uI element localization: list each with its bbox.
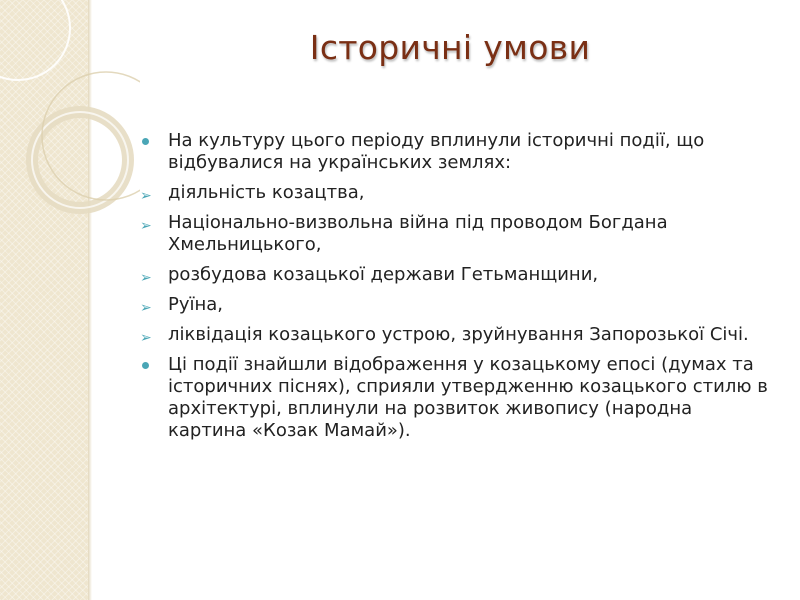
arrow-marker-icon (140, 324, 160, 346)
chevron-right-icon: ➢ (140, 218, 152, 234)
sub-item (140, 212, 770, 256)
chevron-right-icon: ➢ (140, 270, 152, 286)
decorative-circles-icon (0, 0, 140, 600)
arrow-marker-icon (140, 182, 160, 204)
chevron-right-icon: ➢ (140, 330, 152, 346)
sub-item (140, 324, 770, 346)
sub-item (140, 264, 770, 286)
item-text: Національно-визвольна війна під проводом Богдана Хмельницького, (168, 212, 668, 255)
bullet-dot-icon (140, 130, 160, 152)
round-dot-icon (142, 138, 149, 145)
content-list (140, 130, 770, 450)
sub-item (140, 294, 770, 316)
slide-title: Історичні умови (309, 28, 591, 67)
sub-item (140, 182, 770, 204)
chevron-right-icon: ➢ (140, 188, 152, 204)
arrow-marker-icon (140, 212, 160, 234)
arrow-marker-icon (140, 264, 160, 286)
item-text: Руїна, (168, 294, 224, 315)
item-text: діяльність козацтва, (168, 182, 365, 203)
item-text: розбудова козацької держави Гетьманщини, (168, 264, 599, 285)
bullet-dot-icon (140, 354, 160, 376)
item-text: Ці події знайшли відображення у козацькому епосі (думах та історичних піснях), сприяли утвердженню козацького стилю в архітектурі, вплинули на розвиток живопису (народна картина «Козак Мамай»). (168, 354, 768, 441)
item-text: На культуру цього періоду вплинули історичні події, що відбувалися на українських землях: (168, 130, 705, 173)
arrow-marker-icon (140, 294, 160, 316)
round-dot-icon (142, 362, 149, 369)
item-text: ліквідація козацького устрою, зруйнування Запорозької Січі. (168, 324, 749, 345)
bullet-item (140, 354, 770, 442)
chevron-right-icon: ➢ (140, 300, 152, 316)
bullet-item (140, 130, 770, 174)
